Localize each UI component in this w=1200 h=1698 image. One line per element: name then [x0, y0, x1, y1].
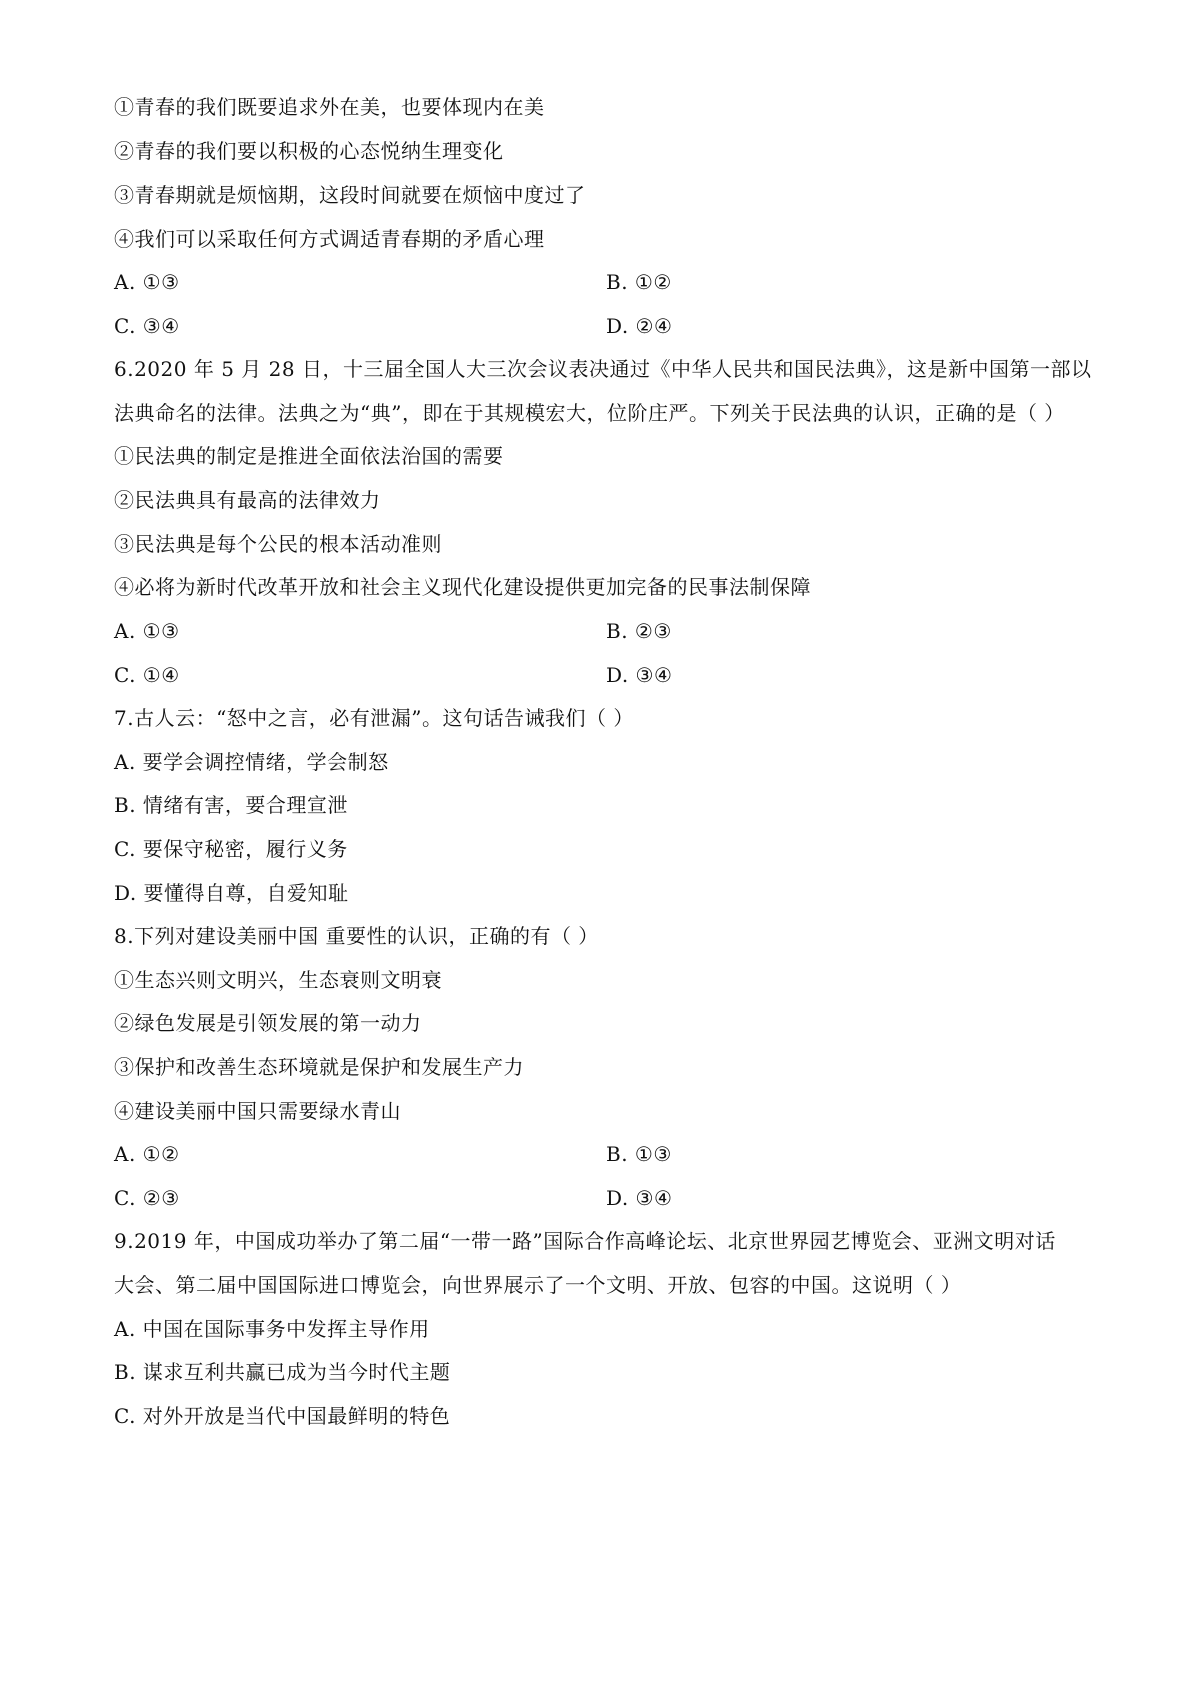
q9-option-b: B. 谋求互利共赢已成为当今时代主题: [114, 1360, 451, 1384]
q8-option-a: A. ①②: [114, 1142, 180, 1166]
q8-option-c: C. ②③: [114, 1186, 180, 1210]
q6-item-2: ②民法典具有最高的法律效力: [114, 488, 381, 512]
q8-item-3: ③保护和改善生态环境就是保护和发展生产力: [114, 1055, 524, 1079]
q6-stem-line-2: 法典命名的法律。法典之为“典”，即在于其规模宏大，位阶庄严。下列关于民法典的认识，正确的是（ ）: [114, 401, 1065, 425]
q7-stem: 7.古人云：“怒中之言，必有泄漏”。这句话告诫我们（ ）: [114, 706, 634, 730]
q9-option-a: A. 中国在国际事务中发挥主导作用: [114, 1317, 430, 1341]
q8-item-4: ④建设美丽中国只需要绿水青山: [114, 1099, 401, 1123]
q7-option-d: D. 要懂得自尊，自爱知耻: [114, 881, 349, 905]
q9-stem-line-1: 9.2019 年，中国成功举办了第二届“一带一路”国际合作高峰论坛、北京世界园艺博览会、亚洲文明对话: [114, 1229, 1056, 1253]
q5-item-3: ③青春期就是烦恼期，这段时间就要在烦恼中度过了: [114, 183, 586, 207]
q8-stem: 8.下列对建设美丽中国 重要性的认识，正确的有（ ）: [114, 924, 599, 948]
q5-item-4: ④我们可以采取任何方式调适青春期的矛盾心理: [114, 227, 545, 251]
q6-item-1: ①民法典的制定是推进全面依法治国的需要: [114, 444, 504, 468]
q5-option-b: B. ①②: [606, 270, 672, 294]
q7-option-a: A. 要学会调控情绪，学会制怒: [114, 750, 389, 774]
q5-option-a: A. ①③: [114, 270, 180, 294]
q5-item-1: ①青春的我们既要追求外在美，也要体现内在美: [114, 95, 545, 119]
q6-option-c: C. ①④: [114, 663, 180, 687]
q5-option-c: C. ③④: [114, 314, 180, 338]
q7-option-b: B. 情绪有害，要合理宣泄: [114, 793, 348, 817]
q5-item-2: ②青春的我们要以积极的心态悦纳生理变化: [114, 139, 504, 163]
q6-item-3: ③民法典是每个公民的根本活动准则: [114, 532, 442, 556]
q6-option-b: B. ②③: [606, 619, 672, 643]
q7-option-c: C. 要保守秘密，履行义务: [114, 837, 348, 861]
q8-item-2: ②绿色发展是引领发展的第一动力: [114, 1011, 422, 1035]
q6-option-d: D. ③④: [606, 663, 673, 687]
q9-option-c: C. 对外开放是当代中国最鲜明的特色: [114, 1404, 451, 1428]
q6-option-a: A. ①③: [114, 619, 180, 643]
q8-item-1: ①生态兴则文明兴，生态衰则文明衰: [114, 968, 442, 992]
q5-option-d: D. ②④: [606, 314, 673, 338]
q8-option-d: D. ③④: [606, 1186, 673, 1210]
q6-item-4: ④必将为新时代改革开放和社会主义现代化建设提供更加完备的民事法制保障: [114, 575, 811, 599]
q6-stem-line-1: 6.2020 年 5 月 28 日，十三届全国人大三次会议表决通过《中华人民共和国民法典》，这是新中国第一部以: [114, 357, 1092, 381]
q8-option-b: B. ①③: [606, 1142, 672, 1166]
q9-stem-line-2: 大会、第二届中国国际进口博览会，向世界展示了一个文明、开放、包容的中国。这说明（ ）: [114, 1273, 962, 1297]
